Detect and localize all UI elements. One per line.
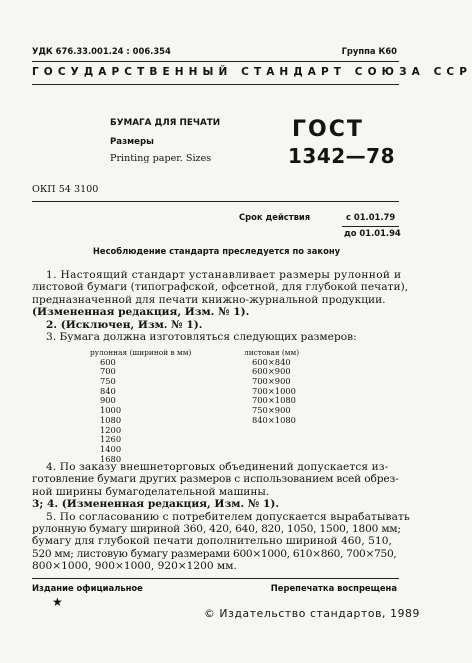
body-section-1 [32,269,409,344]
text-line: предназначенной для печати книжно-журнальной продукции. [32,293,386,306]
validity-label: Срок действия [239,212,311,222]
roll-sizes-column [90,348,210,464]
roll-width: 1260 [100,434,122,445]
validity-underline [342,226,399,227]
roll-width: 700 [100,366,116,377]
clause-3-text: 3. Бумага должна изготовляться следующих размеров: [46,331,357,344]
official-edition: Издание официальное [32,583,143,593]
roll-width: 840 [100,385,116,396]
roll-width: 750 [100,376,116,387]
violation-notice: Несоблюдение стандарта преследуется по закону [92,246,341,256]
roll-width: 1000 [100,405,122,416]
text-line: 5. По согласованию с потребителем допускается вырабатывать [46,510,410,523]
gost-label: ГОСТ [292,117,364,142]
sheet-size: 700×1000 [252,385,296,396]
text-line: 800×1000, 900×1000, 920×1200 мм. [32,560,237,573]
roll-width: 1080 [100,414,122,425]
group-code: Группа К60 [341,46,397,56]
text-line: готовление бумаги других размеров с использованием всей обрез- [32,473,399,486]
amendment-note: (Измененная редакция, Изм. № 1). [32,306,250,319]
udk-code: УДК 676.33.001.24 : 006.354 [32,46,171,56]
sheet-size: 750×900 [252,405,291,416]
text-line: 1. Настоящий стандарт устанавливает размеры рулонной и [46,269,402,281]
footer-rule [32,578,399,579]
copyright: © Издательство стандартов, 1989 [204,607,420,620]
sheet-size: 840×1080 [252,414,296,425]
roll-width: 900 [100,395,116,406]
sheet-size: 600×840 [252,356,291,367]
text-line: бумагу для глубокой печати дополнительно шириной 460, 510, [32,535,392,548]
document-title-english: Printing paper. Sizes [110,153,212,164]
text-line: 4. По заказу внешнеторговых объединений допускается из- [46,461,389,473]
sheet-column-header: листовая (мм) [244,348,300,357]
text-line: листовой бумаги (типографской, офсетной, для глубокой печати), [32,281,409,294]
body-section-2 [32,461,410,573]
validity-from: с 01.01.79 [346,212,396,222]
star-icon: ★ [52,595,63,609]
text-line: 520 мм; листовую бумагу размерами 600×1000, 610×860, 700×750, [32,547,397,560]
validity-to: до 01.01.94 [344,228,401,238]
clause-2: 2. (Исключен, Изм. № 1). [46,318,203,331]
title-block-rule [32,201,399,202]
gost-number: 1342—78 [288,144,395,168]
sheet-size: 700×1080 [252,395,296,406]
amendment-note: 3; 4. (Измененная редакция, Изм. № 1). [32,498,280,511]
roll-column-header: рулонная (шириной в мм) [90,348,192,357]
roll-width: 1400 [100,443,122,454]
roll-width: 1680 [100,453,122,464]
okp-code: ОКП 54 3100 [32,184,99,195]
clause-3 [32,331,399,343]
standard-title: ГОСУДАРСТВЕННЫЙ СТАНДАРТ СОЮЗА ССР [32,66,472,78]
text-line: ной ширины бумагоделательной машины. [32,485,270,498]
text-line: рулонную бумагу шириной 360, 420, 640, 820, 1050, 1500, 1800 мм; [32,523,401,536]
sheet-size: 700×900 [252,376,291,387]
reprint-prohibited: Перепечатка воспрещена [270,583,397,593]
header-top-rule [32,61,399,62]
document-subtitle: Размеры [110,137,154,147]
roll-width: 1200 [100,424,122,435]
sheet-sizes-column [244,348,354,426]
document-title: БУМАГА ДЛЯ ПЕЧАТИ [110,118,221,128]
roll-width: 600 [100,356,116,367]
header-bottom-rule [32,84,399,85]
sheet-size: 600×900 [252,366,291,377]
